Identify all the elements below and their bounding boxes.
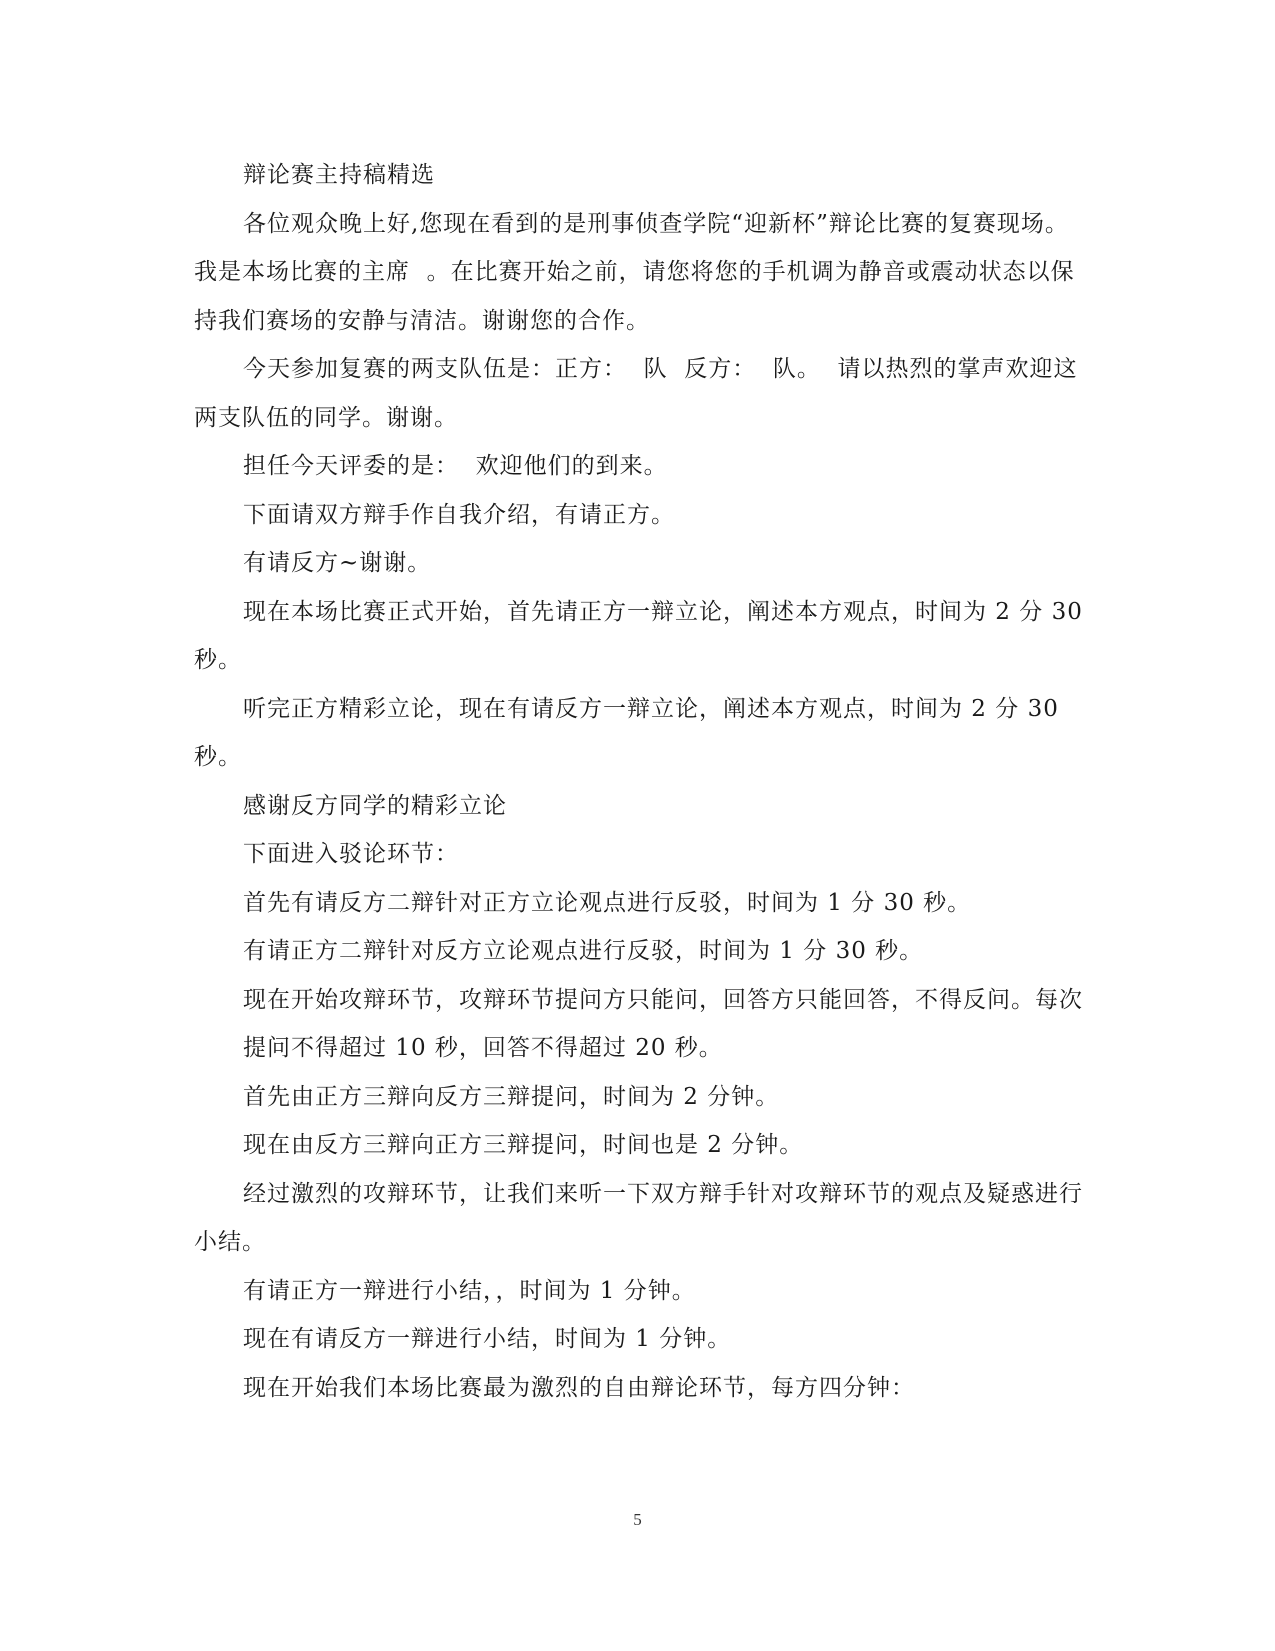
paragraph-affirmative-opening: 现在本场比赛正式开始，首先请正方一辩立论，阐述本方观点，时间为 2 分 30 秒。 [194,598,1092,673]
paragraph-thanks: 感谢反方同学的精彩立论 [243,792,507,819]
paragraph-negative-intro: 有请反方~谢谢。 [243,550,432,576]
page-number: 5 [633,1510,642,1529]
paragraph-free-debate: 现在开始我们本场比赛最为激烈的自由辩论环节，每方四分钟： [243,1374,915,1401]
paragraph-negative-opening: 听完正方精彩立论，现在有请反方一辩立论，阐述本方观点，时间为 2 分 30 秒。 [194,695,1068,770]
paragraph-negative-questions: 现在由反方三辩向正方三辩提问，时间也是 2 分钟。 [243,1132,804,1158]
paragraph-welcome: 各位观众晚上好,您现在看到的是刑事侦查学院“迎新杯”辩论比赛的复赛现场。我是本场比赛的主席 。在比赛开始之前，请您将您的手机调为静音或震动状态以保持我们赛场的安静与清洁。谢谢您的合作。 [194,210,1075,334]
paragraph-time-limits: 提问不得超过 10 秒，回答不得超过 20 秒。 [243,1035,723,1061]
paragraph-affirmative-rebuttal: 有请正方二辩针对反方立论观点进行反驳，时间为 1 分 30 秒。 [243,938,924,964]
paragraph-rebuttal-intro: 下面进入驳论环节： [243,841,459,867]
paragraph-affirmative-questions: 首先由正方三辩向反方三辩提问，时间为 2 分钟。 [243,1083,780,1110]
paragraph-summary-intro: 经过激烈的攻辩环节，让我们来听一下双方辩手针对攻辩环节的观点及疑惑进行小结。 [194,1180,1083,1255]
paragraph-affirmative-summary: 有请正方一辩进行小结，，时间为 1 分钟。 [243,1277,696,1304]
document-title: 辩论赛主持稿精选 [243,162,435,188]
paragraph-negative-rebuttal: 首先有请反方二辩针对正方立论观点进行反驳，时间为 1 分 30 秒。 [243,889,972,916]
paragraph-self-intro: 下面请双方辩手作自我介绍，有请正方。 [243,501,675,528]
paragraph-judges: 担任今天评委的是： 欢迎他们的到来。 [243,453,668,479]
paragraph-cross-exam-rules: 现在开始攻辩环节，攻辩环节提问方只能问，回答方只能回答，不得反问。每次 [243,986,1083,1013]
document-body [194,151,1092,1412]
paragraph-teams: 今天参加复赛的两支队伍是：正方： 队 反方： 队。 请以热烈的掌声欢迎这两支队伍的同学。谢谢。 [194,356,1078,431]
paragraph-negative-summary: 现在有请反方一辩进行小结，时间为 1 分钟。 [243,1326,732,1352]
